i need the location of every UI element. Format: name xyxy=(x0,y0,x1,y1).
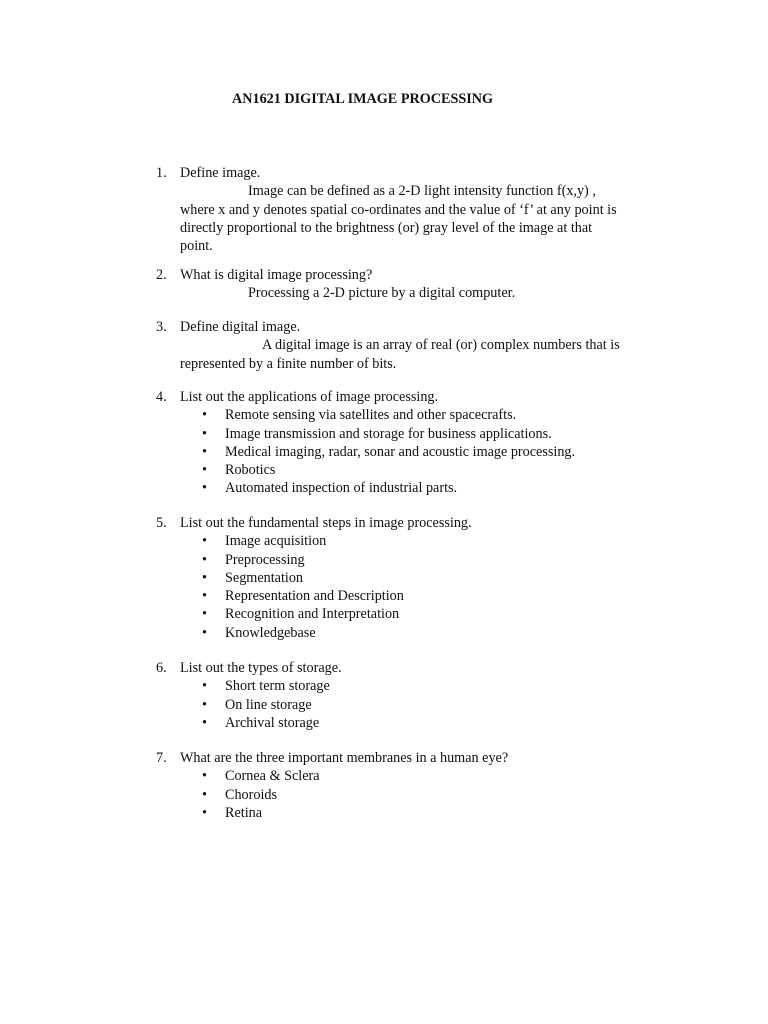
list-item-text: Image acquisition xyxy=(225,533,327,550)
bullet-icon: • xyxy=(202,551,207,568)
list-item xyxy=(202,677,626,695)
list-item-text: On line storage xyxy=(225,696,312,713)
question-3 xyxy=(156,318,626,373)
bullet-list xyxy=(156,532,626,642)
answer-line-text: A digital image is an array of real (or) complex numbers that is xyxy=(262,337,620,354)
list-item-text: Preprocessing xyxy=(225,551,305,568)
answer-line: directly proportional to the brightness (or) gray level of the image at that xyxy=(180,219,593,236)
question-heading xyxy=(156,388,626,406)
bullet-icon: • xyxy=(202,768,207,785)
bullet-icon: • xyxy=(202,678,207,695)
answer-line: point. xyxy=(180,238,213,255)
answer-line: represented by a finite number of bits. xyxy=(180,355,397,372)
bullet-icon: • xyxy=(202,462,207,479)
answer xyxy=(156,182,626,255)
list-item xyxy=(202,551,626,569)
question-number: 1. xyxy=(156,165,167,181)
question-7 xyxy=(156,749,626,822)
list-item-text: Representation and Description xyxy=(225,588,404,605)
bullet-icon: • xyxy=(202,624,207,641)
question-2 xyxy=(156,266,626,303)
list-item-text: Choroids xyxy=(225,786,278,803)
question-text: What is digital image processing? xyxy=(180,267,373,283)
list-item xyxy=(202,479,626,497)
list-item-text: Automated inspection of industrial parts. xyxy=(225,480,458,497)
bullet-icon: • xyxy=(202,533,207,550)
question-heading xyxy=(156,749,626,767)
question-5 xyxy=(156,514,626,642)
question-text: List out the types of storage. xyxy=(180,660,342,676)
question-text: Define digital image. xyxy=(180,319,301,335)
question-heading xyxy=(156,514,626,532)
question-1 xyxy=(156,164,626,255)
question-6 xyxy=(156,659,626,732)
list-item-text: Segmentation xyxy=(225,569,304,586)
document-title: AN1621 DIGITAL IMAGE PROCESSING xyxy=(232,91,494,107)
question-heading xyxy=(156,318,626,336)
list-item xyxy=(202,696,626,714)
list-item-text: Retina xyxy=(225,804,263,821)
question-heading xyxy=(156,164,626,182)
list-item xyxy=(202,624,626,642)
list-item xyxy=(202,406,626,424)
list-item xyxy=(202,714,626,732)
list-item-text: Recognition and Interpretation xyxy=(225,606,400,623)
question-heading xyxy=(156,659,626,677)
bullet-icon: • xyxy=(202,804,207,821)
answer xyxy=(156,336,626,373)
bullet-list xyxy=(156,406,626,497)
list-item-text: Robotics xyxy=(225,462,276,479)
question-text: What are the three important membranes in a human eye? xyxy=(180,750,509,766)
list-item xyxy=(202,569,626,587)
bullet-icon: • xyxy=(202,480,207,497)
question-heading xyxy=(156,266,626,284)
answer-line: where x and y denotes spatial co-ordinates and the value of ‘f’ at any point is xyxy=(180,201,617,218)
bullet-icon: • xyxy=(202,443,207,460)
list-item-text: Cornea & Sclera xyxy=(225,768,320,785)
list-item xyxy=(202,532,626,550)
list-item-text: Knowledgebase xyxy=(225,624,316,641)
question-number: 6. xyxy=(156,660,167,676)
question-number: 7. xyxy=(156,750,167,766)
question-4 xyxy=(156,388,626,498)
question-number: 5. xyxy=(156,515,167,531)
bullet-icon: • xyxy=(202,588,207,605)
question-text: List out the applications of image processing. xyxy=(180,389,439,405)
bullet-icon: • xyxy=(202,606,207,623)
bullet-icon: • xyxy=(202,714,207,731)
list-item xyxy=(202,786,626,804)
list-item xyxy=(202,767,626,785)
list-item-text: Short term storage xyxy=(225,678,330,695)
bullet-icon: • xyxy=(202,425,207,442)
list-item-text: Image transmission and storage for business applications. xyxy=(225,425,552,442)
answer-line-text: Processing a 2-D picture by a digital computer. xyxy=(248,285,516,302)
list-item xyxy=(202,425,626,443)
question-number: 2. xyxy=(156,267,167,283)
bullet-icon: • xyxy=(202,786,207,803)
bullet-icon: • xyxy=(202,569,207,586)
list-item xyxy=(202,587,626,605)
list-item xyxy=(202,605,626,623)
question-number: 3. xyxy=(156,319,167,335)
question-text: List out the fundamental steps in image processing. xyxy=(180,515,472,531)
answer-line xyxy=(180,284,626,302)
answer-line xyxy=(180,182,626,200)
question-text: Define image. xyxy=(180,165,261,181)
bullet-icon: • xyxy=(202,407,207,424)
bullet-list xyxy=(156,767,626,822)
list-item-text: Archival storage xyxy=(225,714,320,731)
list-item xyxy=(202,804,626,822)
answer-line-text: Image can be defined as a 2-D light intensity function f(x,y) , xyxy=(248,183,596,200)
list-item xyxy=(202,443,626,461)
answer xyxy=(156,284,626,302)
bullet-icon: • xyxy=(202,696,207,713)
answer-line xyxy=(180,336,626,354)
question-number: 4. xyxy=(156,389,167,405)
list-item-text: Medical imaging, radar, sonar and acoustic image processing. xyxy=(225,443,576,460)
list-item xyxy=(202,461,626,479)
bullet-list xyxy=(156,677,626,732)
list-item-text: Remote sensing via satellites and other spacecrafts. xyxy=(225,407,517,424)
